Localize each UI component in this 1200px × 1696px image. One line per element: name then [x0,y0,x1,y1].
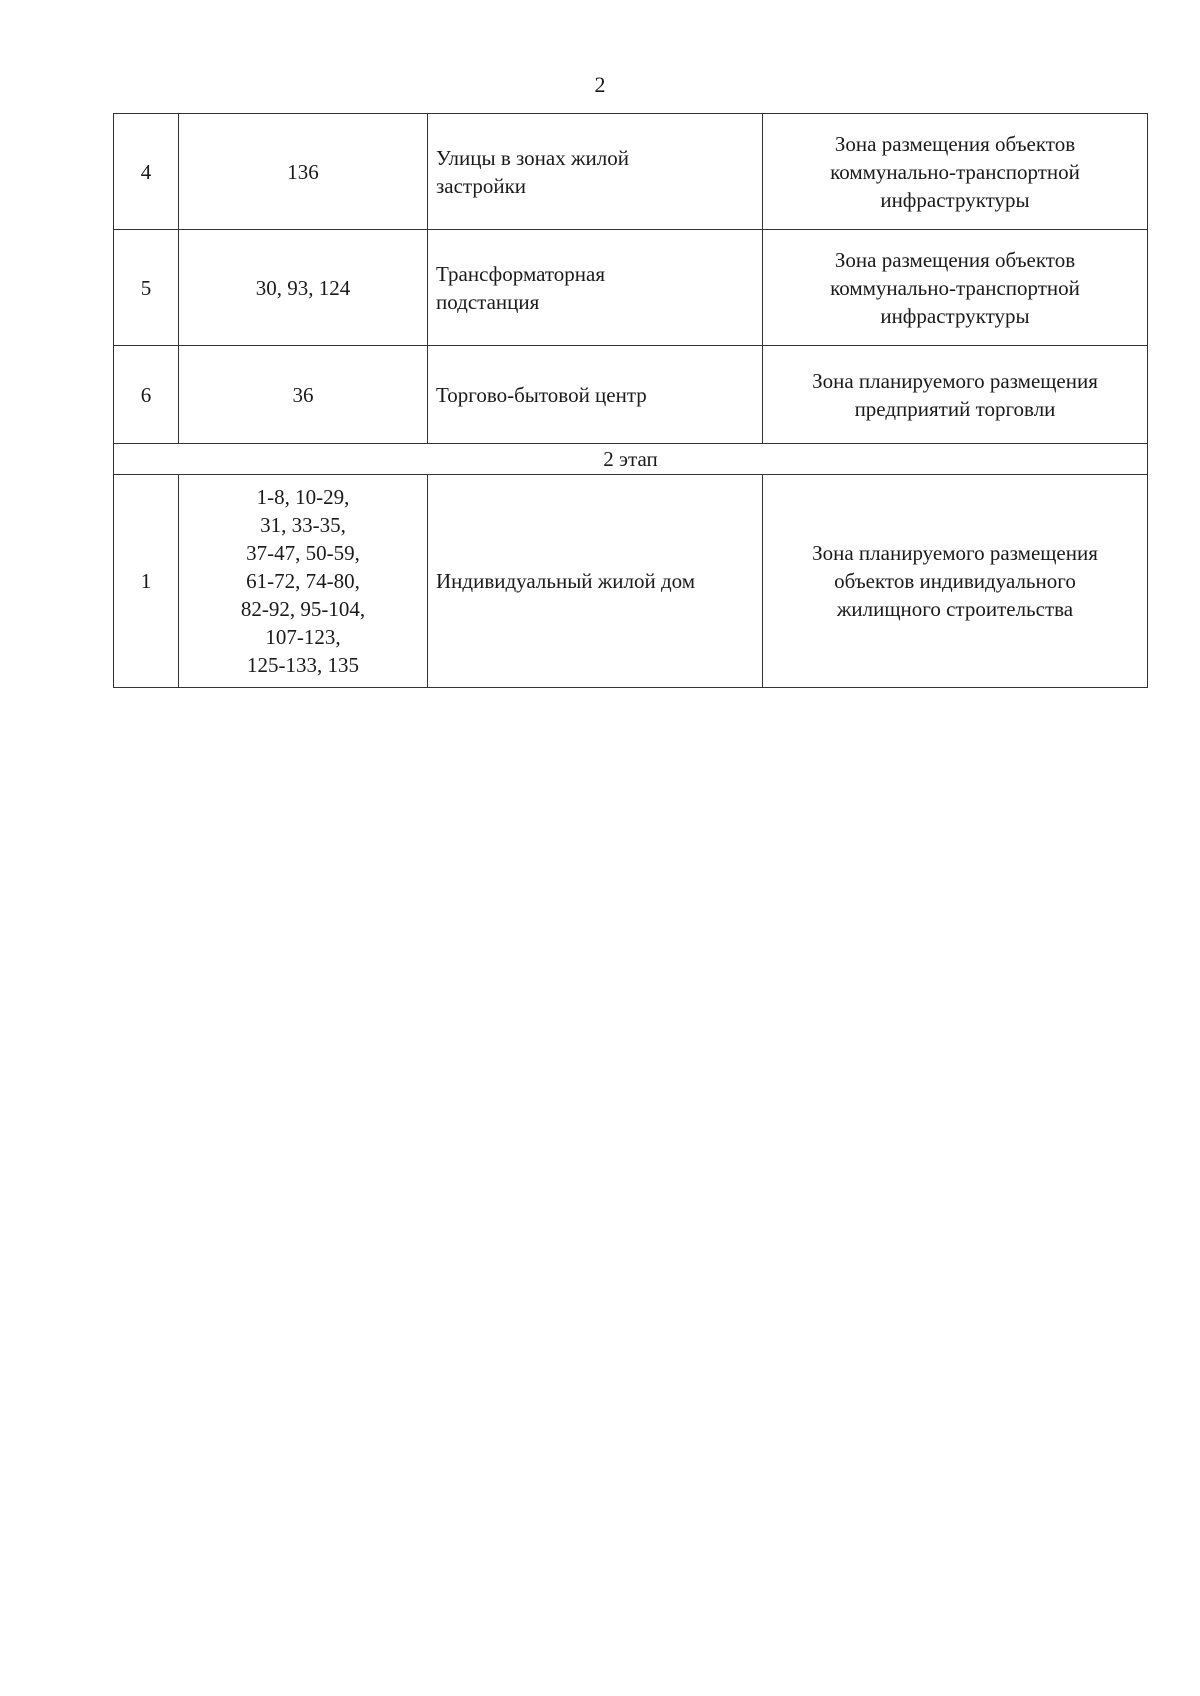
table-row [114,475,1148,688]
plot-numbers-line: 136 [287,159,319,184]
object-name-cell [428,230,763,346]
zone-line: жилищного строительства [836,597,1074,621]
page-number: 2 [594,72,606,97]
zone-line: коммунально-транспортной [830,159,1080,184]
object-name-line: застройки [436,173,527,198]
object-name-cell [428,475,763,688]
plot-numbers-line: 31, 33-35, [260,513,346,537]
zone-line: инфраструктуры [880,303,1030,328]
plot-numbers-cell [179,475,428,688]
plot-numbers-line: 107-123, [265,625,341,649]
plot-numbers-line: 61-72, 74-80, [246,569,360,593]
plot-numbers-line: 125-133, 135 [247,653,359,677]
plot-numbers-line: 1-8, 10-29, [256,485,350,509]
row-number-cell: 1 [114,475,179,688]
table-row [114,346,1148,444]
object-name-line: Торгово-бытовой центр [436,382,647,407]
table-row [114,230,1148,346]
stage-label: 2 этап [114,444,1148,475]
table-row [114,114,1148,230]
row-number-cell: 5 [114,230,179,346]
zone-cell [763,346,1148,444]
row-number-cell: 4 [114,114,179,230]
zone-cell [763,114,1148,230]
stage-header-row [114,444,1148,475]
zone-line: объектов индивидуального [834,569,1076,593]
zone-line: предприятий торговли [854,396,1056,421]
zone-cell [763,230,1148,346]
object-name-line: Индивидуальный жилой дом [436,569,696,593]
plot-numbers-cell [179,230,428,346]
zone-line: коммунально-транспортной [830,275,1080,300]
plot-numbers-line: 82-92, 95-104, [240,597,366,621]
zoning-table [113,113,1148,688]
object-name-cell [428,346,763,444]
plot-numbers-cell [179,114,428,230]
plot-numbers-line: 36 [292,382,314,407]
object-name-line: Улицы в зонах жилой [436,145,629,170]
zone-line: Зона планируемого размещения [812,368,1098,393]
zone-line: Зона размещения объектов [834,131,1076,156]
plot-numbers-cell [179,346,428,444]
plot-numbers-line: 30, 93, 124 [255,275,351,300]
zone-cell [763,475,1148,688]
object-name-line: Трансформаторная [436,261,605,286]
zone-line: Зона размещения объектов [834,247,1076,272]
row-number-cell: 6 [114,346,179,444]
zone-line: Зона планируемого размещения [812,541,1098,565]
zone-line: инфраструктуры [880,187,1030,212]
object-name-line: подстанция [436,289,540,314]
object-name-cell [428,114,763,230]
plot-numbers-line: 37-47, 50-59, [246,541,360,565]
